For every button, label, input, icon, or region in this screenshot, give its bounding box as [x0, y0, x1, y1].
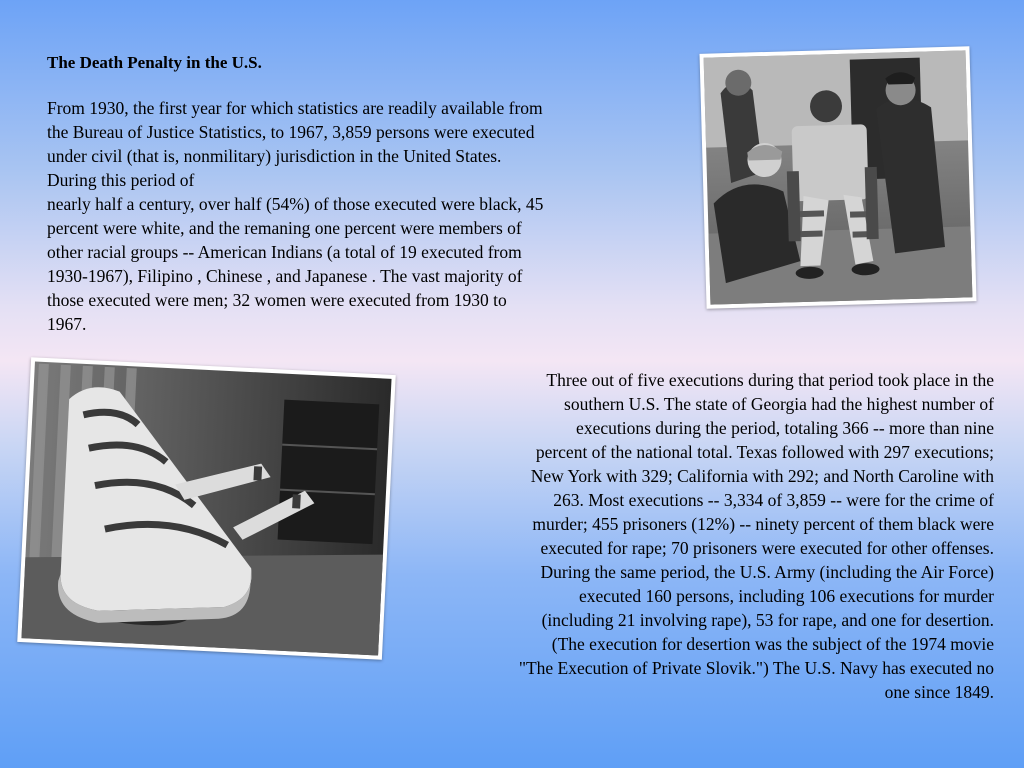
- paragraph-line: percent of the national total. Texas followed with 297 executions;: [535, 442, 994, 462]
- paragraph-line: percent were white, and the remaning one percent were members of: [47, 218, 522, 238]
- paragraph-line: one since 1849.: [884, 682, 994, 702]
- electric-chair-photo: [699, 46, 976, 308]
- paragraph-line: executed for rape; 70 prisoners were executed for other offenses.: [540, 538, 994, 558]
- paragraph-line: 263. Most executions -- 3,334 of 3,859 -- were for the crime of: [553, 490, 994, 510]
- execution-table-photo: [17, 357, 395, 659]
- electric-chair-image: [699, 46, 976, 308]
- paragraph-line: From 1930, the first year for which statistics are readily available from: [47, 98, 543, 118]
- paragraph-line: those executed were men; 32 women were executed from 1930 to: [47, 290, 507, 310]
- paragraph-line: 1967.: [47, 314, 87, 334]
- paragraph-line: southern U.S. The state of Georgia had the highest number of: [564, 394, 994, 414]
- paragraph-line: (The execution for desertion was the subject of the 1974 movie: [551, 634, 994, 654]
- paragraph-statistics: [47, 96, 677, 336]
- execution-table-image: [17, 357, 395, 659]
- paragraph-line: under civil (that is, nonmilitary) jurisdiction in the United States.: [47, 146, 502, 166]
- paragraph-line: the Bureau of Justice Statistics, to 1967, 3,859 persons were executed: [47, 122, 535, 142]
- paragraph-line: 1930-1967), Filipino , Chinese , and Japanese . The vast majority of: [47, 266, 523, 286]
- paragraph-line: murder; 455 prisoners (12%) -- ninety percent of them black were: [532, 514, 994, 534]
- paragraph-line: Three out of five executions during that period took place in the: [546, 370, 994, 390]
- paragraph-line: New York with 329; California with 292; and North Caroline with: [530, 466, 994, 486]
- paragraph-line: During the same period, the U.S. Army (including the Air Force): [540, 562, 994, 582]
- paragraph-line: nearly half a century, over half (54%) of those executed were black, 45: [47, 194, 544, 214]
- paragraph-line: executed 160 persons, including 106 executions for murder: [578, 586, 994, 606]
- paragraph-line: executions during the period, totaling 366 -- more than nine: [576, 418, 994, 438]
- paragraph-line: "The Execution of Private Slovik.") The U.S. Navy has executed no: [518, 658, 994, 678]
- slide-title: The Death Penalty in the U.S.: [47, 53, 262, 72]
- paragraph-regional-statistics: [400, 368, 994, 704]
- paragraph-line: (including 21 involving rape), 53 for rape, and one for desertion.: [541, 610, 994, 630]
- paragraph-line: other racial groups -- American Indians (a total of 19 executed from: [47, 242, 522, 262]
- paragraph-line: During this period of: [47, 170, 195, 190]
